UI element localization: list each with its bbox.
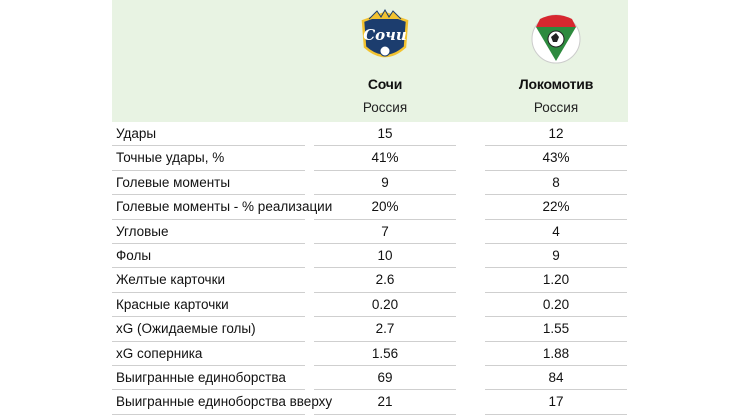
stat-label: xG (Ожидаемые голы) bbox=[116, 321, 256, 337]
row-divider bbox=[112, 414, 305, 415]
table-row bbox=[112, 342, 628, 366]
stat-value-sochi: 15 bbox=[377, 126, 393, 141]
row-divider bbox=[485, 414, 627, 415]
stat-value-sochi: 20% bbox=[371, 199, 399, 215]
stat-label: Желтые карточки bbox=[116, 272, 226, 288]
team-name-lokomotiv: Локомотив bbox=[518, 76, 594, 92]
stat-label: Голевые моменты bbox=[116, 174, 231, 190]
stat-value-sochi: 41% bbox=[371, 150, 399, 166]
stat-value-sochi: 1.56 bbox=[371, 345, 399, 361]
team-name-sochi: Сочи bbox=[367, 76, 403, 92]
stat-value-lokomotiv: 43% bbox=[542, 150, 570, 166]
stat-value-lokomotiv: 1.88 bbox=[542, 345, 570, 361]
stat-value-lokomotiv: 8 bbox=[552, 174, 560, 190]
table-row bbox=[112, 244, 628, 268]
stat-label: Голевые моменты - % реализации bbox=[116, 199, 333, 215]
table-row bbox=[112, 366, 628, 390]
stat-value-lokomotiv: 9 bbox=[552, 247, 560, 263]
stats-table bbox=[112, 0, 628, 415]
stat-value-sochi: 2.6 bbox=[375, 272, 395, 288]
table-row bbox=[112, 122, 628, 146]
table-row bbox=[112, 268, 628, 292]
stat-value-lokomotiv: 17 bbox=[548, 394, 564, 410]
stat-value-sochi: 7 bbox=[381, 223, 389, 239]
stat-value-sochi: 9 bbox=[381, 174, 389, 190]
stat-value-lokomotiv: 22% bbox=[542, 199, 570, 215]
stat-value-lokomotiv: 1.20 bbox=[542, 272, 570, 288]
stats-rows bbox=[112, 122, 628, 415]
stat-label: Выигранные единоборства bbox=[116, 369, 286, 385]
stat-value-sochi: 2.7 bbox=[375, 321, 395, 337]
table-row bbox=[112, 146, 628, 170]
stat-value-lokomotiv: 12 bbox=[548, 126, 564, 141]
stat-label: Выигранные единоборства вверху bbox=[116, 394, 333, 410]
stat-value-lokomotiv: 84 bbox=[548, 369, 564, 385]
stat-value-sochi: 10 bbox=[377, 247, 393, 263]
team-column-lokomotiv bbox=[485, 0, 627, 122]
team-country-lokomotiv: Россия bbox=[533, 100, 579, 115]
stat-value-sochi: 69 bbox=[377, 369, 393, 385]
stat-label: Удары bbox=[116, 126, 157, 141]
team-column-sochi bbox=[314, 0, 456, 122]
table-header bbox=[112, 0, 628, 122]
row-divider bbox=[314, 414, 456, 415]
table-row bbox=[112, 220, 628, 244]
table-row bbox=[112, 317, 628, 341]
stat-label: Фолы bbox=[116, 247, 152, 263]
stat-value-lokomotiv: 0.20 bbox=[542, 296, 570, 312]
stat-label: Точные удары, % bbox=[116, 150, 225, 166]
table-row bbox=[112, 293, 628, 317]
lokomotiv-logo-icon bbox=[526, 7, 586, 67]
table-row bbox=[112, 171, 628, 195]
team-country-sochi: Россия bbox=[362, 100, 408, 115]
svg-text:Сочи: Сочи bbox=[363, 26, 407, 44]
stat-value-lokomotiv: 1.55 bbox=[542, 321, 570, 337]
stat-label: Угловые bbox=[116, 223, 169, 239]
stat-value-sochi: 0.20 bbox=[371, 296, 399, 312]
stat-label: Красные карточки bbox=[116, 296, 229, 312]
table-row bbox=[112, 390, 628, 414]
table-row bbox=[112, 195, 628, 219]
stat-value-sochi: 21 bbox=[377, 394, 393, 410]
sochi-logo-icon bbox=[355, 7, 415, 67]
stat-value-lokomotiv: 4 bbox=[552, 223, 560, 239]
stat-label: xG соперника bbox=[116, 345, 203, 361]
